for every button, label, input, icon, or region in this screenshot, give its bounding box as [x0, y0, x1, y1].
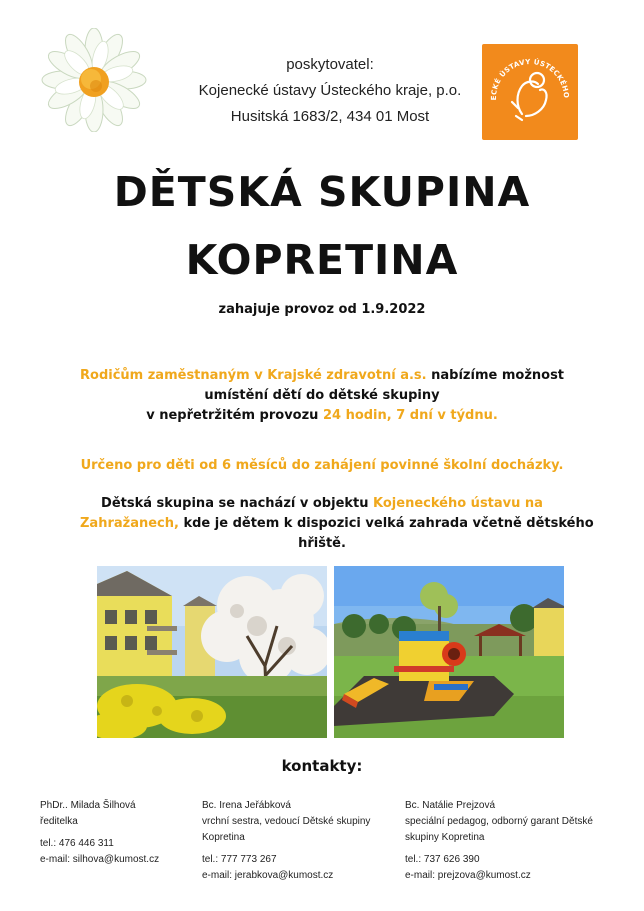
photo-playground: [334, 566, 564, 738]
paragraph3-text2: kde je dětem k dispozici velká zahrada včetně dětského: [178, 516, 594, 531]
paragraph1-highlight: Rodičům zaměstnaným v Krajské zdravotní a.s.: [80, 368, 427, 383]
daisy-flower-illustration: [40, 28, 148, 132]
paragraph3-text1: Dětská skupina se nachází v objektu: [101, 496, 374, 511]
contact-card-head-nurse: [202, 798, 392, 884]
paragraph1-hours-highlight: 24 hodin, 7 dní v týdnu.: [322, 408, 498, 423]
contacts-heading: kontakty:: [281, 757, 363, 775]
subtitle: zahajuje provoz od 1.9.2022: [218, 302, 426, 317]
paragraph-parents-offer: [80, 366, 564, 426]
contact-phone: tel.: 476 446 311: [40, 838, 114, 849]
paragraph3-highlight1: Kojeneckého ústavu na: [373, 496, 543, 511]
contact-card-pedagogue: [405, 798, 605, 884]
contact-role: ředitelka: [40, 816, 78, 827]
institution-logo: [482, 44, 578, 140]
contact-phone: tel.: 737 626 390: [405, 854, 480, 865]
paragraph-age-range: [80, 456, 564, 476]
contact-role: speciální pedagog, odborný garant Dětské: [405, 816, 593, 827]
contact-email[interactable]: e-mail: silhova@kumost.cz: [40, 854, 160, 865]
title-line-2: KOPRETINA: [185, 236, 459, 284]
contact-role: vrchní sestra, vedoucí Dětské skupiny: [202, 816, 371, 827]
contact-name: PhDr.. Milada Šilhová: [40, 800, 136, 811]
svg-text:KOJENECKÉ ÚSTAVY ÚSTECKÉHO KRA: ECKÉ ÚSTAVY ÚSTECKÉHO: [489, 57, 571, 101]
paragraph3-line3: hřiště.: [298, 536, 346, 551]
contact-phone: tel.: 777 773 267: [202, 854, 277, 865]
paragraph3-highlight2: Zahražanech,: [80, 516, 179, 531]
contact-role: skupiny Kopretina: [405, 832, 485, 843]
provider-name: Kojenecké ústavy Ústeckého kraje, p.o.: [198, 82, 462, 99]
provider-address: Husitská 1683/2, 434 01 Most: [230, 108, 430, 125]
paragraph1-line2: umístění dětí do dětské skupiny: [204, 388, 440, 403]
contact-name: Bc. Irena Jeřábková: [202, 800, 291, 811]
paragraph-location: [80, 494, 594, 554]
paragraph2-text: Určeno pro děti od 6 měsíců do zahájení povinné školní docházky.: [80, 458, 564, 473]
contact-name: Bc. Natálie Prejzová: [405, 800, 496, 811]
paragraph1-text: nabízíme možnost: [426, 368, 565, 383]
contact-role: Kopretina: [202, 832, 245, 843]
title-line-1: DĚTSKÁ SKUPINA: [113, 168, 531, 216]
provider-info: [160, 52, 500, 130]
contact-email[interactable]: e-mail: prejzova@kumost.cz: [405, 870, 531, 881]
photo-building-garden: [97, 566, 327, 738]
paragraph1-text3: v nepřetržitém provozu: [146, 408, 323, 423]
provider-label: poskytovatel:: [286, 56, 374, 73]
contact-email[interactable]: e-mail: jerabkova@kumost.cz: [202, 870, 334, 881]
contact-card-director: [40, 798, 190, 868]
